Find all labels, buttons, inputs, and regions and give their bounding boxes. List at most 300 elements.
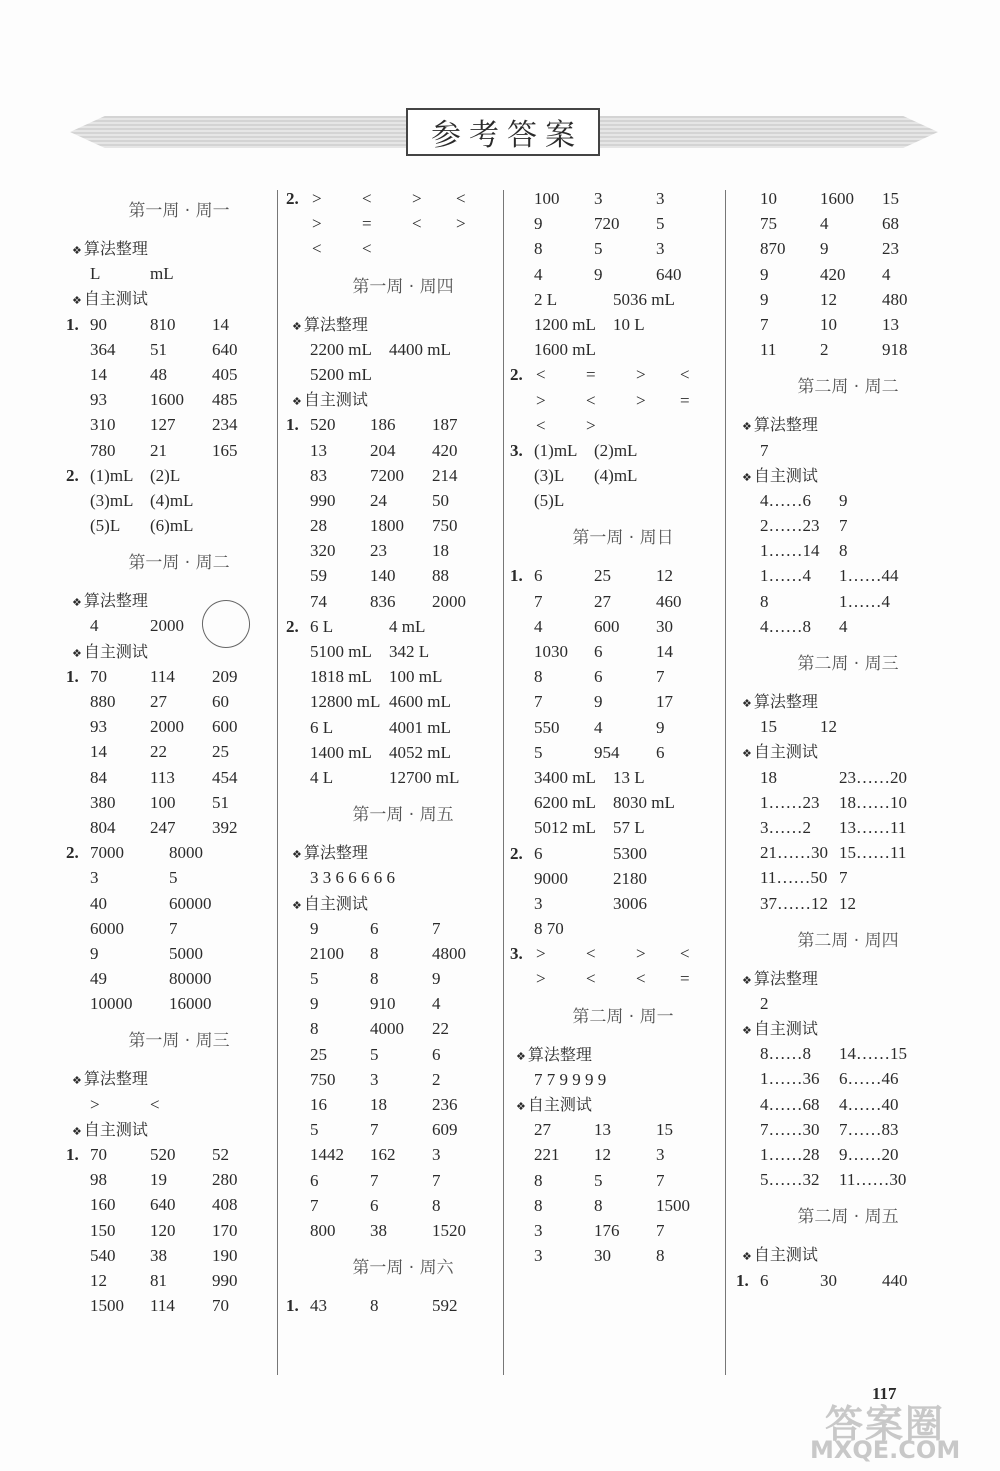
section-label: [736, 739, 940, 764]
answer-value: 5000: [169, 943, 203, 963]
answer-value: 6: [594, 642, 603, 661]
answer-value: 9: [594, 692, 603, 712]
question-number: 1.: [286, 1296, 299, 1316]
answer-value: >: [312, 214, 322, 234]
answer-value: =: [680, 969, 690, 989]
answer-row: [66, 840, 272, 865]
answer-value: 4: [534, 616, 543, 636]
diamond-bullet-icon: ❖: [742, 470, 752, 484]
diamond-bullet-icon: ❖: [742, 697, 752, 710]
question-number: 1.: [510, 566, 523, 586]
answer-value: 12: [90, 1270, 107, 1290]
answer-value: 7: [656, 667, 665, 687]
answer-value: 870: [760, 239, 786, 259]
answer-value: 364: [90, 339, 116, 359]
answer-value: 392: [212, 817, 238, 837]
answer-value: 28: [310, 516, 327, 536]
answer-row: [510, 563, 716, 588]
question-number: 1.: [66, 1145, 79, 1164]
diamond-bullet-icon: ❖: [742, 747, 752, 761]
answer-value: 1520: [432, 1220, 466, 1240]
answer-value: 98: [90, 1170, 107, 1190]
answer-value: 1……4: [839, 591, 890, 611]
answer-row: [66, 337, 272, 362]
answer-value: 11……30: [839, 1170, 907, 1190]
question-number: 2.: [510, 843, 523, 863]
diamond-bullet-icon: ❖: [742, 420, 752, 434]
diamond-bullet-icon: ❖: [292, 319, 302, 333]
answer-value: 40: [90, 893, 107, 913]
answer-value: 4 L: [310, 767, 334, 787]
answer-value: 160: [90, 1195, 116, 1215]
answer-row: [736, 513, 940, 538]
question-number: 1.: [286, 415, 299, 435]
section-label-text: 自主测试: [527, 1095, 592, 1114]
answer-row: [66, 991, 272, 1016]
answer-row: [510, 312, 716, 337]
answer-value: 10: [760, 189, 777, 208]
answer-value: 1600: [820, 189, 854, 208]
answer-value: 4: [432, 994, 441, 1014]
answer-value: 6200 mL: [534, 793, 596, 813]
answer-value: 25: [212, 742, 229, 762]
answer-value: 7……30: [760, 1119, 820, 1139]
answer-value: 38: [150, 1245, 167, 1265]
question-number: 2.: [66, 465, 79, 485]
answer-value: 6: [656, 742, 665, 762]
answer-row: [66, 261, 272, 286]
answer-value: 23: [882, 239, 899, 259]
diamond-bullet-icon: ❖: [72, 1074, 82, 1088]
answer-row: [286, 438, 500, 463]
answer-row: [510, 765, 716, 790]
answer-value: 15……11: [839, 843, 907, 863]
answer-value: 5200 mL: [310, 364, 372, 384]
answer-value: 6: [370, 1195, 379, 1215]
answer-value: 750: [310, 1069, 336, 1089]
answer-value: 405: [212, 364, 238, 384]
answer-value: 3: [90, 868, 99, 888]
answer-row: [736, 1092, 940, 1117]
answer-row: [736, 991, 940, 1016]
diamond-bullet-icon: ❖: [72, 646, 82, 660]
answer-row: [510, 388, 716, 413]
answer-row: [510, 262, 716, 287]
answer-value: 320: [310, 541, 336, 561]
section-label: [66, 1117, 272, 1142]
answer-value: 12: [594, 1145, 611, 1165]
answer-row: [510, 916, 716, 941]
answer-value: 836: [370, 591, 396, 611]
answer-value: 51: [150, 339, 167, 359]
answer-value: 4000: [370, 1019, 404, 1039]
answer-row: [286, 865, 500, 890]
diamond-bullet-icon: ❖: [516, 1100, 526, 1113]
answer-value: 1……4: [760, 566, 811, 586]
answer-row: [286, 689, 500, 714]
diamond-bullet-icon: ❖: [292, 898, 302, 912]
section-label: [510, 1042, 716, 1067]
answer-value: 280: [212, 1170, 238, 1190]
answer-value: 114: [150, 1296, 175, 1316]
answer-value: 80000: [169, 969, 212, 989]
answer-value: 9: [760, 289, 769, 309]
answer-value: <: [312, 239, 322, 259]
answer-row: [736, 1268, 940, 1293]
answer-value: 9: [839, 490, 848, 510]
answer-row: [736, 765, 940, 790]
answer-value: 30: [656, 616, 673, 636]
answer-row: [286, 614, 500, 639]
section-label-text: 自主测试: [83, 641, 148, 661]
answer-column-2: [286, 186, 500, 1375]
answer-value: 12: [656, 566, 673, 586]
answer-row: [286, 916, 500, 941]
answer-row: [66, 312, 272, 337]
answer-value: (3)mL: [90, 490, 134, 510]
answer-value: 8: [534, 239, 543, 259]
answer-row: [286, 1117, 500, 1142]
week-day-heading: 第二周 · 周四: [797, 930, 899, 951]
section-label: [736, 1016, 940, 1041]
answer-row: [510, 740, 716, 765]
answer-value: 6: [534, 566, 543, 586]
diamond-bullet-icon: ❖: [742, 973, 752, 987]
answer-value: 9: [310, 918, 319, 938]
answer-row: [510, 891, 716, 916]
answer-value: >: [456, 214, 466, 234]
section-label-text: 算法整理: [83, 591, 148, 611]
answer-row: [286, 1092, 500, 1117]
answer-row: [66, 362, 272, 387]
answer-value: 4……6: [760, 490, 811, 510]
week-day-heading: 第二周 · 周二: [797, 377, 899, 398]
answer-value: 120: [150, 1220, 176, 1240]
week-day-heading: 第一周 · 周二: [128, 553, 230, 574]
question-number: 2.: [510, 365, 523, 385]
answer-value: 176: [594, 1220, 620, 1240]
answer-value: 12700 mL: [389, 767, 460, 787]
answer-value: 24: [370, 490, 387, 510]
answer-value: 14: [90, 742, 107, 762]
answer-row: [510, 413, 716, 438]
answer-value: <: [536, 365, 546, 385]
answer-value: (6)mL: [150, 516, 194, 536]
answer-row: [510, 1243, 716, 1268]
answer-row: [286, 186, 500, 211]
answer-value: 1……44: [839, 566, 899, 586]
section-label-text: 自主测试: [83, 289, 148, 309]
diamond-bullet-icon: ❖: [72, 596, 82, 610]
answer-row: [286, 991, 500, 1016]
answer-value: 1……14: [760, 541, 820, 561]
question-number: 1.: [66, 314, 79, 334]
answer-row: [736, 538, 940, 563]
week-day-heading: 第一周 · 周五: [352, 805, 454, 826]
answer-value: 7……83: [839, 1119, 899, 1139]
answer-value: 8: [370, 1296, 379, 1316]
answer-value: 84: [90, 767, 107, 787]
answer-value: 6: [432, 1044, 441, 1064]
answer-value: 15: [656, 1120, 673, 1140]
answer-value: 8 70: [534, 919, 564, 939]
answer-row: [286, 941, 500, 966]
answer-value: 70: [212, 1296, 229, 1316]
answer-value: 600: [594, 616, 620, 636]
answer-value: 9……20: [839, 1145, 899, 1164]
answer-value: (2)L: [150, 465, 181, 485]
answer-value: 2200 mL: [310, 339, 372, 359]
answer-value: 10000: [90, 994, 133, 1014]
answer-value: 10 L: [613, 314, 645, 334]
answer-value: 1800: [370, 516, 404, 536]
answer-row: [736, 186, 940, 211]
answer-value: 6……46: [839, 1069, 899, 1089]
answer-value: 11: [760, 340, 777, 360]
answer-value: 780: [90, 440, 116, 460]
answer-value: 4001 mL: [389, 717, 451, 737]
answer-row: [510, 1218, 716, 1243]
answer-value: 990: [310, 490, 336, 510]
answer-value: 440: [882, 1270, 908, 1290]
answer-value: 234: [212, 415, 238, 435]
answer-row: [736, 337, 940, 362]
week-day-heading: 第一周 · 周三: [128, 1031, 230, 1052]
question-number: 2.: [286, 189, 299, 208]
answer-value: 910: [370, 994, 396, 1014]
week-day-heading: 第一周 · 周六: [352, 1258, 454, 1279]
answer-row: [286, 513, 500, 538]
answer-value: 3: [432, 1145, 441, 1165]
answer-value: >: [636, 944, 646, 964]
section-label: [286, 891, 500, 916]
answer-value: 57 L: [613, 818, 645, 838]
answer-value: <: [456, 189, 466, 208]
answer-value: 214: [432, 465, 458, 485]
answer-value: 460: [656, 591, 682, 611]
section-label: [66, 236, 272, 261]
answer-value: 6: [760, 1270, 769, 1290]
answer-value: 4……68: [760, 1094, 820, 1114]
answer-value: 1400 mL: [310, 742, 372, 762]
answer-value: 21……30: [760, 843, 828, 863]
answer-value: 60000: [169, 893, 212, 913]
answer-value: 6: [370, 918, 379, 938]
column-divider: [725, 190, 726, 1375]
answer-value: <: [362, 239, 372, 259]
answer-row: [66, 1142, 272, 1167]
answer-value: 13: [310, 440, 327, 460]
answer-value: 8: [370, 943, 379, 963]
answer-row: [510, 186, 716, 211]
question-number: 3.: [510, 440, 523, 460]
answer-value: >: [312, 189, 322, 208]
section-label: [286, 840, 500, 865]
section-label: [736, 412, 940, 437]
answer-value: (4)mL: [594, 466, 638, 486]
answer-row: [736, 1066, 940, 1091]
answer-value: 8: [534, 667, 543, 687]
answer-row: [66, 488, 272, 513]
question-number: 3.: [510, 944, 523, 964]
answer-value: >: [636, 390, 646, 410]
answer-value: 8……8: [760, 1044, 811, 1064]
column-divider: [277, 190, 278, 1375]
section-label: [286, 312, 500, 337]
answer-value: 9: [310, 994, 319, 1014]
diamond-bullet-icon: ❖: [292, 395, 302, 409]
answer-value: 3: [594, 189, 603, 208]
answer-value: 187: [432, 415, 458, 435]
answer-row: [66, 513, 272, 538]
answer-row: [286, 236, 500, 261]
answer-value: 60: [212, 692, 229, 711]
answer-row: [286, 639, 500, 664]
answer-value: 3 3 6 6 6 6 6: [310, 868, 395, 888]
answer-value: 23……20: [839, 767, 907, 787]
section-label-text: 自主测试: [303, 390, 368, 410]
answer-row: [66, 865, 272, 890]
section-label-text: 算法整理: [753, 692, 818, 711]
answer-row: [66, 1167, 272, 1192]
answer-value: 2100: [310, 943, 344, 963]
title-banner: [70, 108, 938, 156]
section-label-text: 自主测试: [753, 1019, 818, 1039]
answer-row: [66, 463, 272, 488]
answer-row: [286, 337, 500, 362]
answer-value: 640: [656, 264, 682, 284]
answer-value: <: [586, 969, 596, 989]
answer-row: [286, 1142, 500, 1167]
answer-value: 800: [310, 1220, 336, 1240]
answer-value: 8: [370, 969, 379, 989]
answer-row: [736, 891, 940, 916]
answer-value: 5: [370, 1044, 379, 1064]
answer-value: 81: [150, 1270, 167, 1290]
answer-value: 4400 mL: [389, 339, 451, 359]
answer-value: 221: [534, 1145, 560, 1165]
answer-row: [286, 740, 500, 765]
diamond-bullet-icon: ❖: [742, 1250, 752, 1264]
answer-row: [736, 1041, 940, 1066]
column-divider: [503, 190, 504, 1375]
diamond-bullet-icon: ❖: [72, 244, 82, 257]
answer-row: [66, 412, 272, 437]
answer-value: 3: [534, 893, 543, 913]
answer-value: 7: [310, 1195, 319, 1215]
answer-row: [66, 941, 272, 966]
diamond-bullet-icon: ❖: [516, 1049, 526, 1063]
answer-value: 4……8: [760, 616, 811, 636]
answer-value: 5: [656, 214, 665, 234]
week-day-heading: 第一周 · 周一: [128, 201, 230, 221]
answer-row: [66, 966, 272, 991]
answer-value: 100 mL: [389, 667, 443, 687]
answer-row: [510, 841, 716, 866]
answer-row: [736, 438, 940, 463]
answer-row: [510, 1168, 716, 1193]
answer-row: [510, 715, 716, 740]
answer-value: 68: [882, 214, 899, 234]
answer-value: 3: [370, 1069, 379, 1089]
answer-row: [66, 438, 272, 463]
answer-value: 3……2: [760, 817, 811, 837]
answer-row: [736, 236, 940, 261]
answer-value: 5012 mL: [534, 818, 596, 838]
answer-value: 2: [432, 1069, 441, 1089]
answer-value: 11……50: [760, 868, 828, 888]
answer-value: 19: [150, 1170, 167, 1190]
section-label-text: 算法整理: [753, 415, 818, 435]
answer-value: 4: [534, 264, 543, 284]
answer-value: 209: [212, 666, 238, 686]
answer-value: 14: [212, 314, 229, 334]
answer-row: [286, 1193, 500, 1218]
answer-row: [736, 614, 940, 639]
page-number: 117: [872, 1384, 897, 1403]
answer-value: 420: [820, 264, 846, 284]
answer-value: 1200 mL: [534, 314, 596, 334]
answer-value: 170: [212, 1220, 238, 1240]
answer-value: (3)L: [534, 466, 565, 486]
section-label: [736, 966, 940, 991]
answer-value: 162: [370, 1145, 396, 1165]
answer-value: 4800: [432, 943, 466, 963]
answer-value: 113: [150, 767, 175, 787]
answer-value: mL: [150, 264, 174, 284]
answer-value: 8000: [169, 843, 203, 863]
diamond-bullet-icon: ❖: [72, 294, 82, 308]
answer-row: [510, 362, 716, 387]
answer-value: 408: [212, 1195, 238, 1215]
answer-value: 5100 mL: [310, 642, 372, 661]
answer-value: 4: [820, 214, 829, 234]
answer-value: 38: [370, 1220, 387, 1240]
answer-row: [510, 287, 716, 312]
answer-value: 165: [212, 440, 238, 460]
answer-row: [66, 1192, 272, 1217]
answer-value: <: [680, 365, 690, 385]
answer-value: 880: [90, 692, 116, 711]
week-day-heading: 第二周 · 周三: [797, 654, 899, 674]
answer-value: L: [90, 264, 101, 284]
answer-row: [736, 563, 940, 588]
answer-value: 236: [432, 1095, 458, 1114]
answer-row: [286, 664, 500, 689]
answer-value: 12: [839, 893, 856, 913]
answer-value: 3: [534, 1220, 543, 1240]
answer-value: 1818 mL: [310, 667, 372, 687]
answer-value: 1500: [656, 1195, 690, 1215]
answer-value: >: [536, 390, 546, 410]
answer-row: [736, 1142, 940, 1167]
answer-row: [736, 589, 940, 614]
answer-row: [286, 765, 500, 790]
section-label-text: 自主测试: [753, 465, 818, 485]
section-label: [736, 463, 940, 488]
answer-row: [736, 1167, 940, 1192]
answer-row: [286, 966, 500, 991]
diamond-bullet-icon: ❖: [742, 1024, 752, 1038]
answer-value: 990: [212, 1270, 238, 1290]
answer-value: 2180: [613, 868, 647, 888]
answer-value: 4: [90, 616, 99, 636]
answer-value: 6: [594, 667, 603, 687]
answer-row: [510, 614, 716, 639]
answer-column-1: [66, 186, 272, 1375]
answer-value: 37……12: [760, 893, 828, 913]
week-day-heading: 第一周 · 周日: [572, 528, 674, 549]
